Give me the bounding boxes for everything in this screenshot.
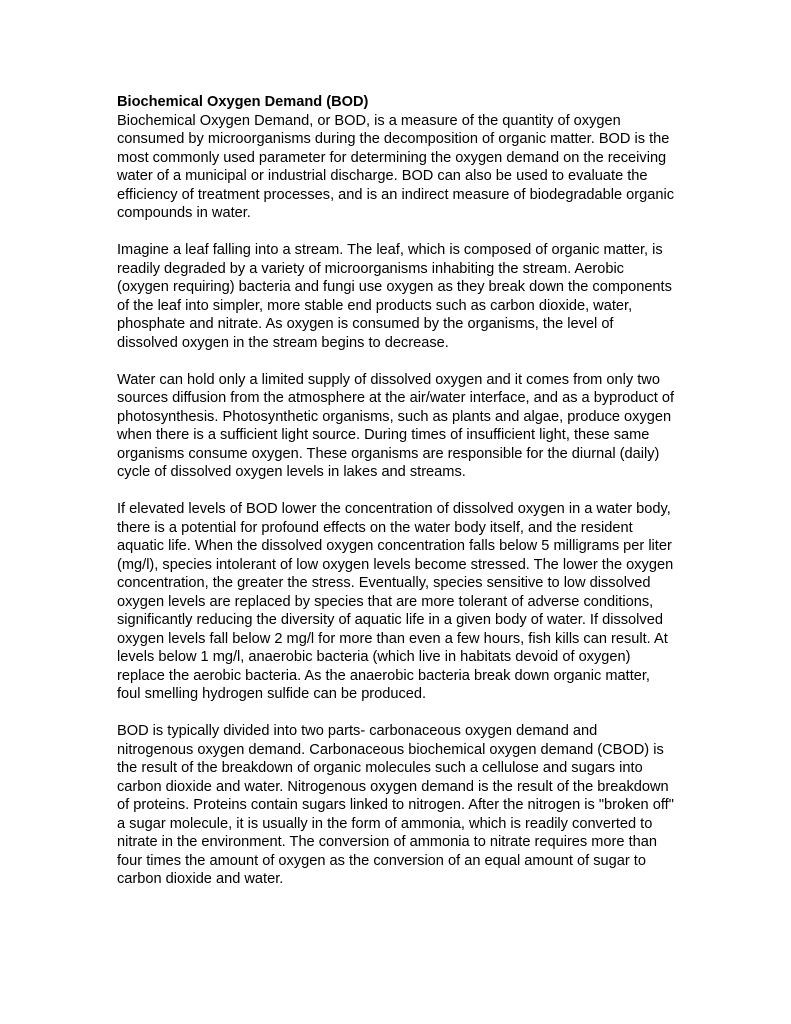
paragraph-effects: If elevated levels of BOD lower the concentration of dissolved oxygen in a water body, there is a potential for profound effects on the water body itself, and the resident aquatic life. When the dissolved oxygen concentration falls below 5 milligrams per liter (mg/l), species intolerant of low oxygen levels become stressed. The lower the oxygen concentration, the greater the stress. Eventually, species sensitive to low dissolved oxygen levels are replaced by species that are more tolerant of adverse conditions, significantly reducing the diversity of aquatic life in a given body of water. If dissolved oxygen levels fall below 2 mg/l for more than even a few hours, fish kills can result. At levels below 1 mg/l, anaerobic bacteria (which live in habitats devoid of oxygen) replace the aerobic bacteria. As the anaerobic bacteria break down organic matter, foul smelling hydrogen sulfide can be produced. [117,501,674,702]
paragraph-bod-parts: BOD is typically divided into two parts- carbonaceous oxygen demand and nitrogenous oxygen demand. Carbonaceous biochemical oxygen demand (CBOD) is the result of the breakdown of organic molecules such a cellulose and sugars into carbon dioxide and water. Nitrogenous oxygen demand is the result of the breakdown of proteins. Proteins contain sugars linked to nitrogen. After the nitrogen is "broken off" a sugar molecule, it is usually in the form of ammonia, which is readily converted to nitrate in the environment. The conversion of ammonia to nitrate requires more than four times the amount of oxygen as the conversion of an equal amount of sugar to carbon dioxide and water. [117,723,674,887]
paragraph-definition: Biochemical Oxygen Demand, or BOD, is a measure of the quantity of oxygen consumed by microorganisms during the decomposition of organic matter. BOD is the most commonly used parameter for determining the oxygen demand on the receiving water of a municipal or industrial discharge. BOD can also be used to evaluate the efficiency of treatment processes, and is an indirect measure of biodegradable organic compounds in water. [117,112,675,221]
paragraph-leaf-example: Imagine a leaf falling into a stream. The leaf, which is composed of organic matter, is readily degraded by a variety of microorganisms inhabiting the stream. Aerobic (oxygen requiring) bacteria and fungi use oxygen as they break down the components of the leaf into simpler, more stable end products such as carbon dioxide, water, phosphate and nitrate. As oxygen is consumed by the organisms, the level of dissolved oxygen in the stream begins to decrease. [117,242,672,351]
paragraph-oxygen-sources: Water can hold only a limited supply of dissolved oxygen and it comes from only two sources diffusion from the atmosphere at the air/water interface, and as a byproduct of photosynthesis. Photosynthetic organisms, such as plants and algae, produce oxygen when there is a sufficient light source. During times of insufficient light, these same organisms consume oxygen. These organisms are responsible for the diurnal (daily) cycle of dissolved oxygen levels in lakes and streams. [117,371,675,480]
document-page [117,93,677,907]
document-heading: Biochemical Oxygen Demand (BOD) [117,94,369,110]
